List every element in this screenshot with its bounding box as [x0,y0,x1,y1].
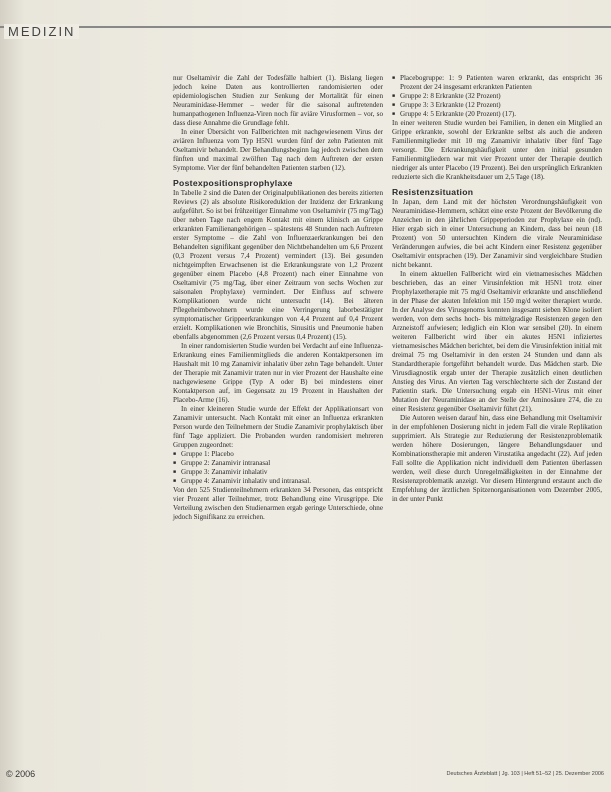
paragraph: In einer weiteren Studie wurden bei Familien, in denen ein Mitglied an Grippe erkrankte, sowohl der Erkrankte selbst als auch die anderen Familienmitglieder mit 10 mg Zanamivir inhalativ über fünf Tage versorgt. Die Erkrankungshäufigkeit unter den initial gesunden Familienmitgliedern war mit vier Prozent unter der Therapie deutlich niedriger als unter Placebo (19 Prozent). Bei den ursprünglich Erkrankten reduzierte sich die Krankheitsdauer um 2,5 Tage (18). [392,119,602,181]
section-heading-resistance: Resistenzsituation [392,187,474,197]
list-item: ■ Gruppe 4: Zanamivir inhalativ und intranasal. [173,477,383,486]
paragraph: In Tabelle 2 sind die Daten der Originalpublikationen des bereits zitierten Reviews (2) als absolute Risikoreduktion der Inzidenz der Erkrankung aufgeführt. So ist bei frühzeitiger Einnahme von Oseltamivir (75 mg/Tag) über neben Tage nach engem Kontakt mit einem klinisch an Grippe erkrankten Familienangehörigen – spätestens 48 Stunden nach Auftreten erster Symptome – die Zahl von Influenzaerkrankungen bei den Behandelten signifikant gegenüber den Nichtbehandelten um 6,6 Prozent (0,3 Prozent versus 7,4 Prozent) vermindert (13). Bei gesunden nichtgeimpften Erwachsenen ist die Erkrankungsrate von 1,2 Prozent gegenüber einem Placebo (4,8 Prozent) nach einer Einnahme von Oseltamivir (75 mg/Tag, über einer Zeitraum von sechs Wochen zur saisonalen Prophylaxe) vermindert. Der Einfluss auf schwere Komplikationen wurde nicht untersucht (14). Bei älteren Pflegeheimbewohnern wurde eine Verringerung laborbestätigter symptomatischer Grippeerkrankungen von 4,4 Prozent auf 0,4 Prozent erzielt. Komplikationen wie Bronchitis, Sinusitis und Pneumonie haben ebenfalls abgenommen (2,6 Prozent versus 0,4 Prozent) (15). [173,189,383,341]
list-item: ■ Gruppe 3: Zanamivir inhalativ [173,468,383,477]
section-label: MEDIZIN [4,24,79,39]
left-column [173,74,383,522]
paragraph: In einer kleineren Studie wurde der Effekt der Applikationsart von Zanamivir untersucht. Nach Kontakt mit einer an Influenza erkrankten Person wurde den Teilnehmern der Studie Zanamivir prophylaktisch über fünf Tage appliziert. Die Probanden wurden randomisiert mehreren Gruppen zugeordnet: [173,405,383,449]
list-item: ■ Gruppe 1: Placebo [173,450,383,459]
header-rule [0,26,611,28]
copyright: © 2006 [6,769,36,779]
list-item: ■ Gruppe 2: 8 Erkrankte (32 Prozent) [392,92,602,101]
paragraph: In einer randomisierten Studie wurden bei Verdacht auf eine Influenza-Erkrankung eines Familienmitglieds die anderen Kontaktpersonen im Haushalt mit 10 mg Zanamivir inhalativ über zehn Tage behandelt. Unter der Therapie mit Zanamivir traten nur in vier Prozent der Haushalte eine nachgewiesene Grippe (Typ A oder B) bei mindestens einer Kontaktperson auf, im Gegensatz zu 19 Prozent in Haushalten der Placebo-Arme (16). [173,342,383,404]
list-item: ■ Gruppe 2: Zanamivir intranasal [173,459,383,468]
list-item: ■ Placebogruppe: 1: 9 Patienten waren erkrankt, das entspricht 36 Prozent der 24 insgesamt erkrankten Patienten [392,74,602,92]
paragraph: In einer Übersicht von Fallberichten mit nachgewiesenem Virus der aviären Influenza vom Typ H5N1 wurden fünf der zehn Patienten mit Oseltamivir behandelt. Der Behandlungsbeginn lag jedoch zwischen dem fünften und maximal zwölften Tag nach dem Auftreten der ersten Symptome. Vier der fünf behandelten Patienten starben (12). [173,128,383,172]
paragraph: Von den 525 Studienteilnehmern erkrankten 34 Personen, das entspricht vier Prozent aller Teilnehmer, trotz Behandlung eine Virusgrippe. Die Verteilung zwischen den Studienarmen ergab geringe Unterschiede, ohne jedoch Signifikanz zu erreichen. [173,486,383,521]
footer-citation: Deutsches Ärzteblatt | Jg. 103 | Heft 51–52 | 25. Dezember 2006 [446,771,604,777]
section-heading-postexposition: Postexpositionsprophylaxe [173,178,293,188]
list-item: ■ Gruppe 4: 5 Erkrankte (20 Prozent) (17). [392,110,602,119]
group-list [173,450,383,486]
right-column [392,74,602,504]
paragraph: In Japan, dem Land mit der höchsten Verordnungshäufigkeit von Neuraminidase-Hemmern, schätzt eine erste Prozent der Bevölkerung die Anzeichen in den jährlichen Grippeperioden zur Prophylaxe ein (nd). Hier ergab sich in einer Untersuchung an Kindern, dass bei neun (18 Prozent) von 50 untersuchten Kindern die virale Neuraminidase Veränderungen aufwies, die bei acht Kindern einer Resistenz gegenüber Oseltamivir entsprachen (19). Der Zanamivir sind vergleichbare Studien nicht bekannt. [392,198,602,269]
paragraph: nur Oseltamivir die Zahl der Todesfälle halbiert (1). Bislang liegen jedoch keine Daten aus kontrollierten randomisierten oder epidemiologischen Studien zur Senkung der Mortalität für einen Neuraminidase-Hemmer – weder für die saisonal auftretenden humanpathogenen Influenza-Viren noch für aviäre Virusformen – vor, so dass diese Annahme die Grundlage fehlt. [173,74,383,127]
result-list [392,74,602,119]
paragraph: Die Autoren weisen darauf hin, dass eine Behandlung mit Oseltamivir in der empfohlenen Dosierung nicht in jedem Fall die virale Replikation supprimiert. Als Strategie zur Reduzierung der Resistenzproblematik werden höhere Dosierungen, längere Behandlungsdauer und Kombinationstherapie mit anderen Virustatika angedacht (22). Auf jeden Fall sollte die Applikation nicht individuell dem Patienten überlassen werden, weil diese durch Unregelmäßigkeiten in der Einnahme der Resistenzproblematik anzeigt. Vor diesem Hintergrund erstaunt auch die Empfehlung der ärztlichen Spitzenorganisationen vom Dezember 2005, in der unter Punkt [392,414,602,503]
paragraph: In einem aktuellen Fallbericht wird ein vietnamesisches Mädchen beschrieben, das an einer Virusinfektion mit H5N1 trotz einer Prophylaxetherapie mit 75 mg/d Oseltamivir erkrankte und anschließend in der Phase der akuten Infektion mit 150 mg/d weiter therapiert wurde. In der Analyse des Virusgenoms konnten insgesamt sieben Klone isoliert werden, von dem sechs hoch- bis mittelgradige Resistenzen gegen den Arzneistoff aufwiesen; lediglich ein Klon war sensibel (20). In einem weiteren Fallbericht wird über ein akutes H5N1 infiziertes vietnamesisches Mädchen berichtet, bei dem die Virusinfektion initial mit dreimal 75 mg Oseltamivir in den ersten 24 Stunden und dann als Standardtherapie fortgeführt behandelt wurde. Das Mädchen starb. Die Virusdiagnostik ergab unter der Therapie zusätzlich einen deutlichen Anstieg des Virus. An vierten Tag verschlechterte sich der Zustand der Patientin stark. Die Untersuchung ergab ein H5N1-Virus mit einer Mutation der Neuraminidase an der Stelle der Aminosäure 274, die zu einer Resistenz gegenüber Oseltamivir führt (21). [392,270,602,413]
list-item: ■ Gruppe 3: 3 Erkrankte (12 Prozent) [392,101,602,110]
